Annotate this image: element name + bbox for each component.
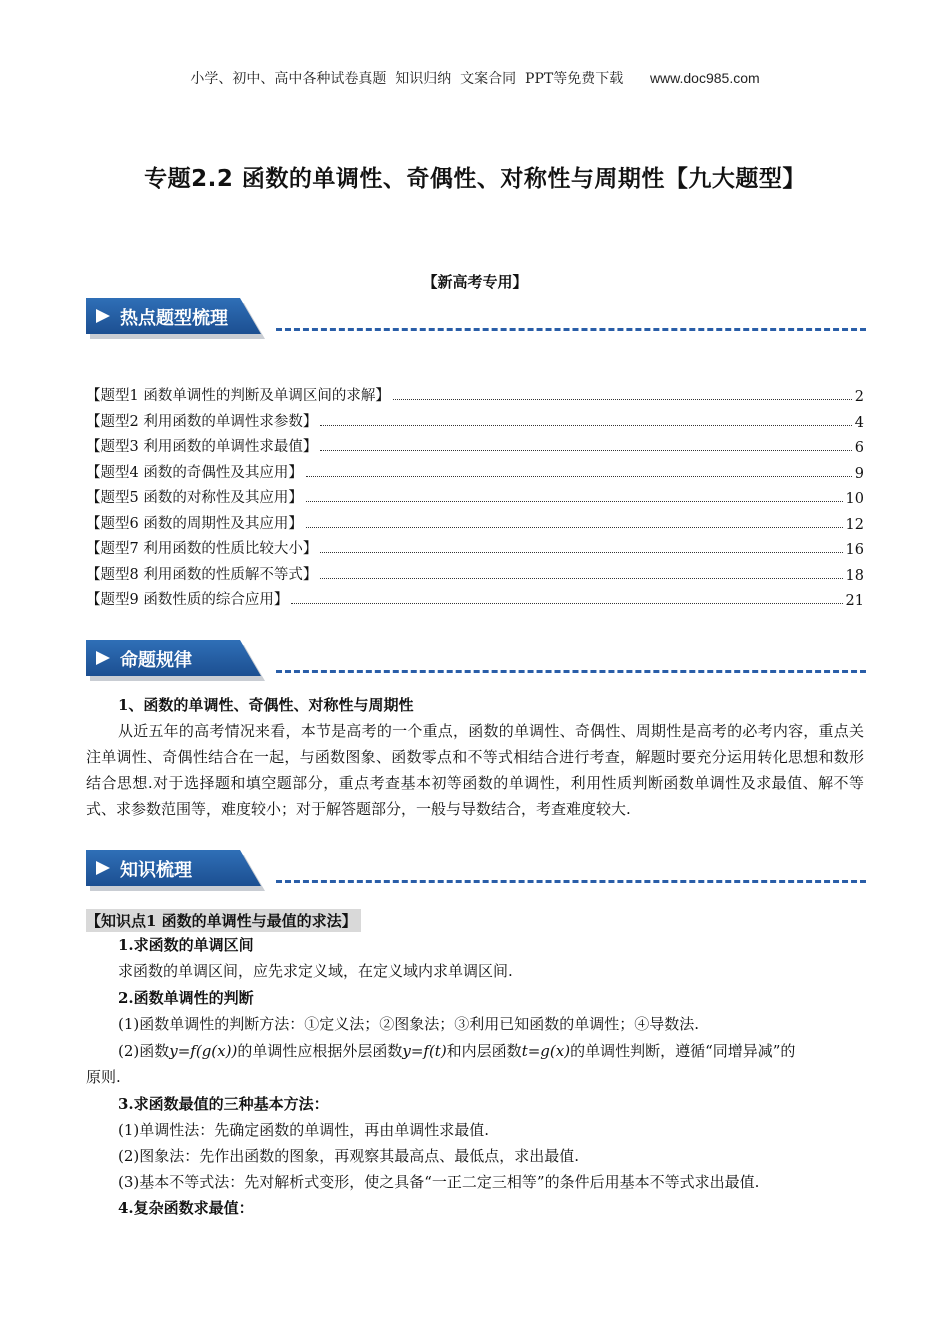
section-text: (1)函数单调性的判断方法：①定义法；②图象法；③利用已知函数的单调性；④导数法.	[118, 1015, 700, 1033]
dashed-divider	[276, 328, 866, 331]
section-title: 2.函数单调性的判断	[118, 989, 254, 1007]
section-text: (2)图象法：先作出函数的图象，再观察其最高点、最低点，求出最值.	[118, 1147, 580, 1165]
page-subtitle: 【新高考专用】	[422, 273, 528, 291]
toc-item[interactable]: 【题型4 函数的奇偶性及其应用】 9	[86, 464, 864, 482]
section-title: 4.复杂函数求最值：	[118, 1199, 254, 1217]
banner-hot-topics	[86, 298, 866, 342]
section-text: (1)单调性法：先确定函数的单调性，再由单调性求最值.	[118, 1121, 490, 1139]
section-text: 原则.	[86, 1068, 121, 1086]
page-title: 专题2.2 函数的单调性、奇偶性、对称性与周期性【九大题型】	[144, 166, 806, 192]
dashed-divider	[276, 670, 866, 673]
toc-item[interactable]: 【题型9 函数性质的综合应用】 21	[86, 592, 864, 609]
toc-item[interactable]: 【题型2 利用函数的单调性求参数】 4	[86, 413, 864, 431]
section-title: 1.求函数的单调区间	[118, 936, 254, 954]
play-arrow-icon	[96, 309, 110, 323]
banner-label: 命题规律	[120, 650, 192, 671]
toc-item[interactable]: 【题型1 函数单调性的判断及单调区间的求解】 2	[86, 388, 864, 405]
formula: y=f(g(x))	[169, 1042, 238, 1060]
section-text: (3)基本不等式法：先对解析式变形，使之具备“一正二定三相等”的条件后用基本不等式求出最值.	[118, 1173, 760, 1191]
page-header	[0, 68, 950, 88]
toc-item[interactable]: 【题型8 利用函数的性质解不等式】 18	[86, 566, 864, 584]
banner-label: 知识梳理	[120, 860, 192, 881]
toc-item[interactable]: 【题型5 函数的对称性及其应用】 10	[86, 490, 864, 507]
toc-item[interactable]: 【题型3 利用函数的单调性求最值】 6	[86, 439, 864, 456]
play-arrow-icon	[96, 651, 110, 665]
section-text: 求函数的单调区间，应先求定义域，在定义域内求单调区间.	[118, 962, 513, 980]
formula: y=f(t)	[402, 1042, 447, 1060]
dashed-divider	[276, 880, 866, 883]
rules-body: 从近五年的高考情况来看，本节是高考的一个重点，函数的单调性、奇偶性、周期性是高考的必考内容，重点关注单调性、奇偶性结合在一起，与函数图象、函数零点和不等式相结合进行考查，解题时要充分运用转化思想和数形结合思想.对于选择题和填空题部分，重点考查基本初等函数的单调性，利用性质判断函数单调性及求最值、解不等式、求参数范围等，难度较小；对于解答题部分，一般与导数结合，考查难度较大.	[86, 722, 864, 818]
banner-label: 热点题型梳理	[120, 308, 228, 329]
header-url[interactable]: www.doc985.com	[649, 70, 760, 86]
header-text: 小学、初中、高中各种试卷真题 知识归纳 文案合同 PPT等免费下载	[190, 71, 624, 87]
toc-item[interactable]: 【题型6 函数的周期性及其应用】 12	[86, 515, 864, 533]
banner-knowledge	[86, 850, 866, 894]
rules-heading: 1、函数的单调性、奇偶性、对称性与周期性	[118, 696, 414, 714]
knowledge-point-title: 【知识点1 函数的单调性与最值的求法】	[86, 909, 361, 932]
toc-item[interactable]: 【题型7 利用函数的性质比较大小】 16	[86, 541, 864, 558]
banner-rules	[86, 640, 866, 684]
play-arrow-icon	[96, 861, 110, 875]
formula: t=g(x)	[521, 1042, 571, 1060]
section-title: 3.求函数最值的三种基本方法：	[118, 1095, 329, 1113]
section-text: (2)函数y=f(g(x))的单调性应根据外层函数y=f(t)和内层函数t=g(x)的单调性判断，遵循“同增异减”的	[118, 1042, 796, 1060]
